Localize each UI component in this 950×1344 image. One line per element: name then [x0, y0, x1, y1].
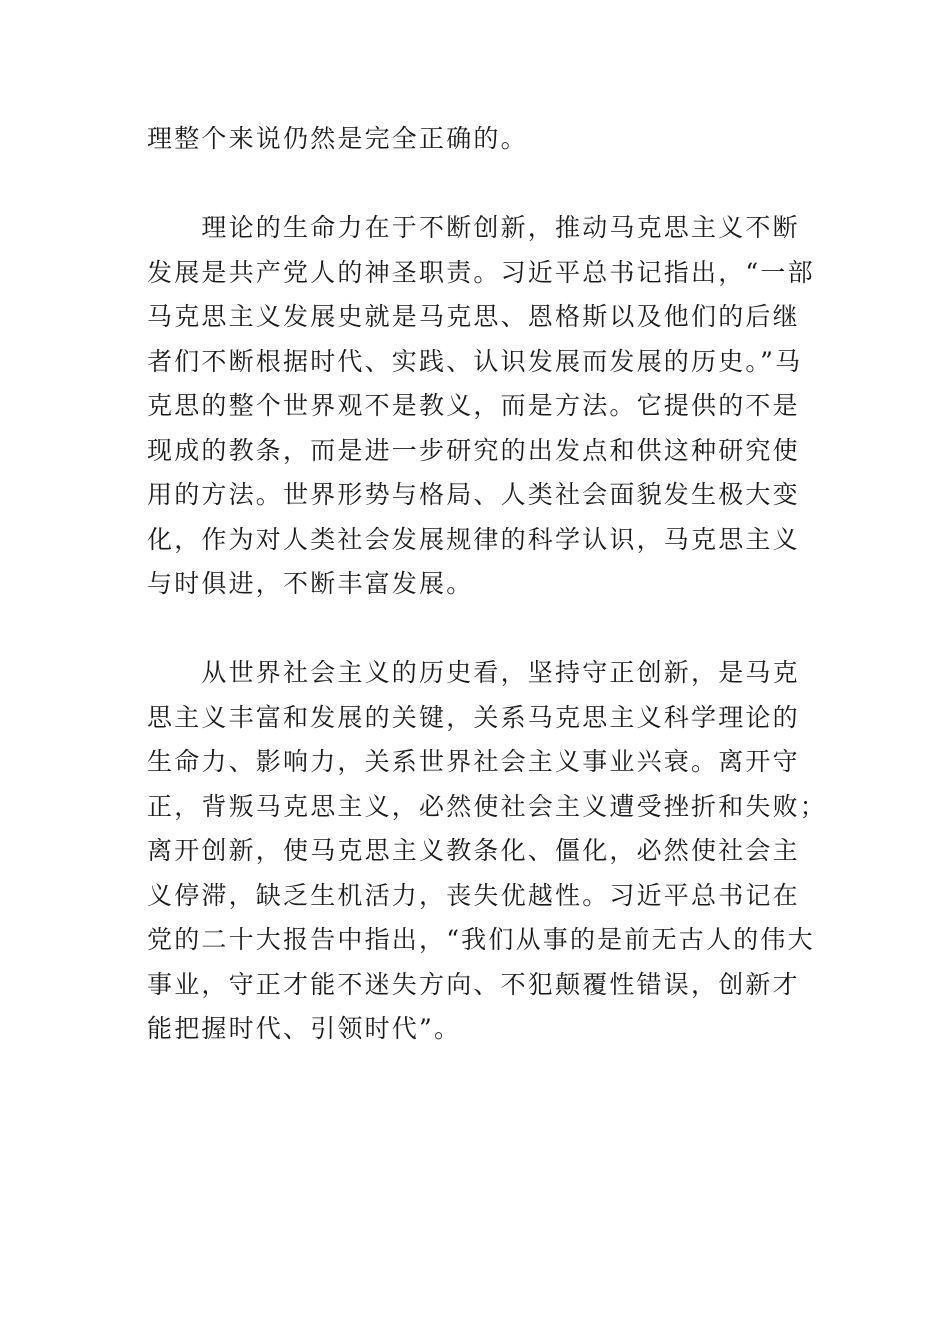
paragraph-line: 离开创新，使马克思主义教条化、僵化，必然使社会主: [147, 836, 800, 865]
paragraph-line: 党的二十大报告中指出，“我们从事的是前无古人的伟大: [147, 925, 815, 954]
paragraph-line: 理整个来说仍然是完全正确的。: [147, 124, 528, 153]
paragraph-1: [147, 117, 807, 162]
paragraph-line: 正，背叛马克思主义，必然使社会主义遭受挫折和失败；: [147, 791, 828, 821]
paragraph-2: [147, 206, 815, 607]
paragraph-line: 者们不断根据时代、实践、认识发展而发展的历史。”马: [147, 346, 803, 376]
paragraph-line: 从世界社会主义的历史看，坚持守正创新，是马克: [147, 658, 800, 687]
paragraph-line: 与时俱进，不断丰富发展。: [147, 569, 474, 598]
paragraph-line: 化，作为对人类社会发展规律的科学认识，马克思主义: [147, 524, 800, 554]
paragraph-line: 发展是共产党人的神圣职责。习近平总书记指出，“一部: [147, 257, 815, 287]
paragraph-line: 用的方法。世界形势与格局、人类社会面貌发生极大变: [147, 480, 800, 509]
paragraph-line: 事业，守正才能不迷失方向、不犯颠覆性错误，创新才: [147, 969, 800, 999]
paragraph-line: 思主义丰富和发展的关键，关系马克思主义科学理论的: [147, 702, 800, 732]
paragraph-line: 能把握时代、引领时代”。: [147, 1014, 462, 1043]
paragraph-3: [147, 651, 828, 1052]
paragraph-line: 理论的生命力在于不断创新，推动马克思主义不断: [147, 213, 800, 242]
paragraph-line: 义停滞，缺乏生机活力，丧失优越性。习近平总书记在: [147, 880, 800, 910]
paragraph-line: 马克思主义发展史就是马克思、恩格斯以及他们的后继: [147, 302, 800, 331]
paragraph-line: 现成的教条，而是进一步研究的出发点和供这种研究使: [147, 435, 800, 465]
paragraph-line: 生命力、影响力，关系世界社会主义事业兴衰。离开守: [147, 747, 800, 776]
paragraph-line: 克思的整个世界观不是教义，而是方法。它提供的不是: [147, 391, 800, 420]
